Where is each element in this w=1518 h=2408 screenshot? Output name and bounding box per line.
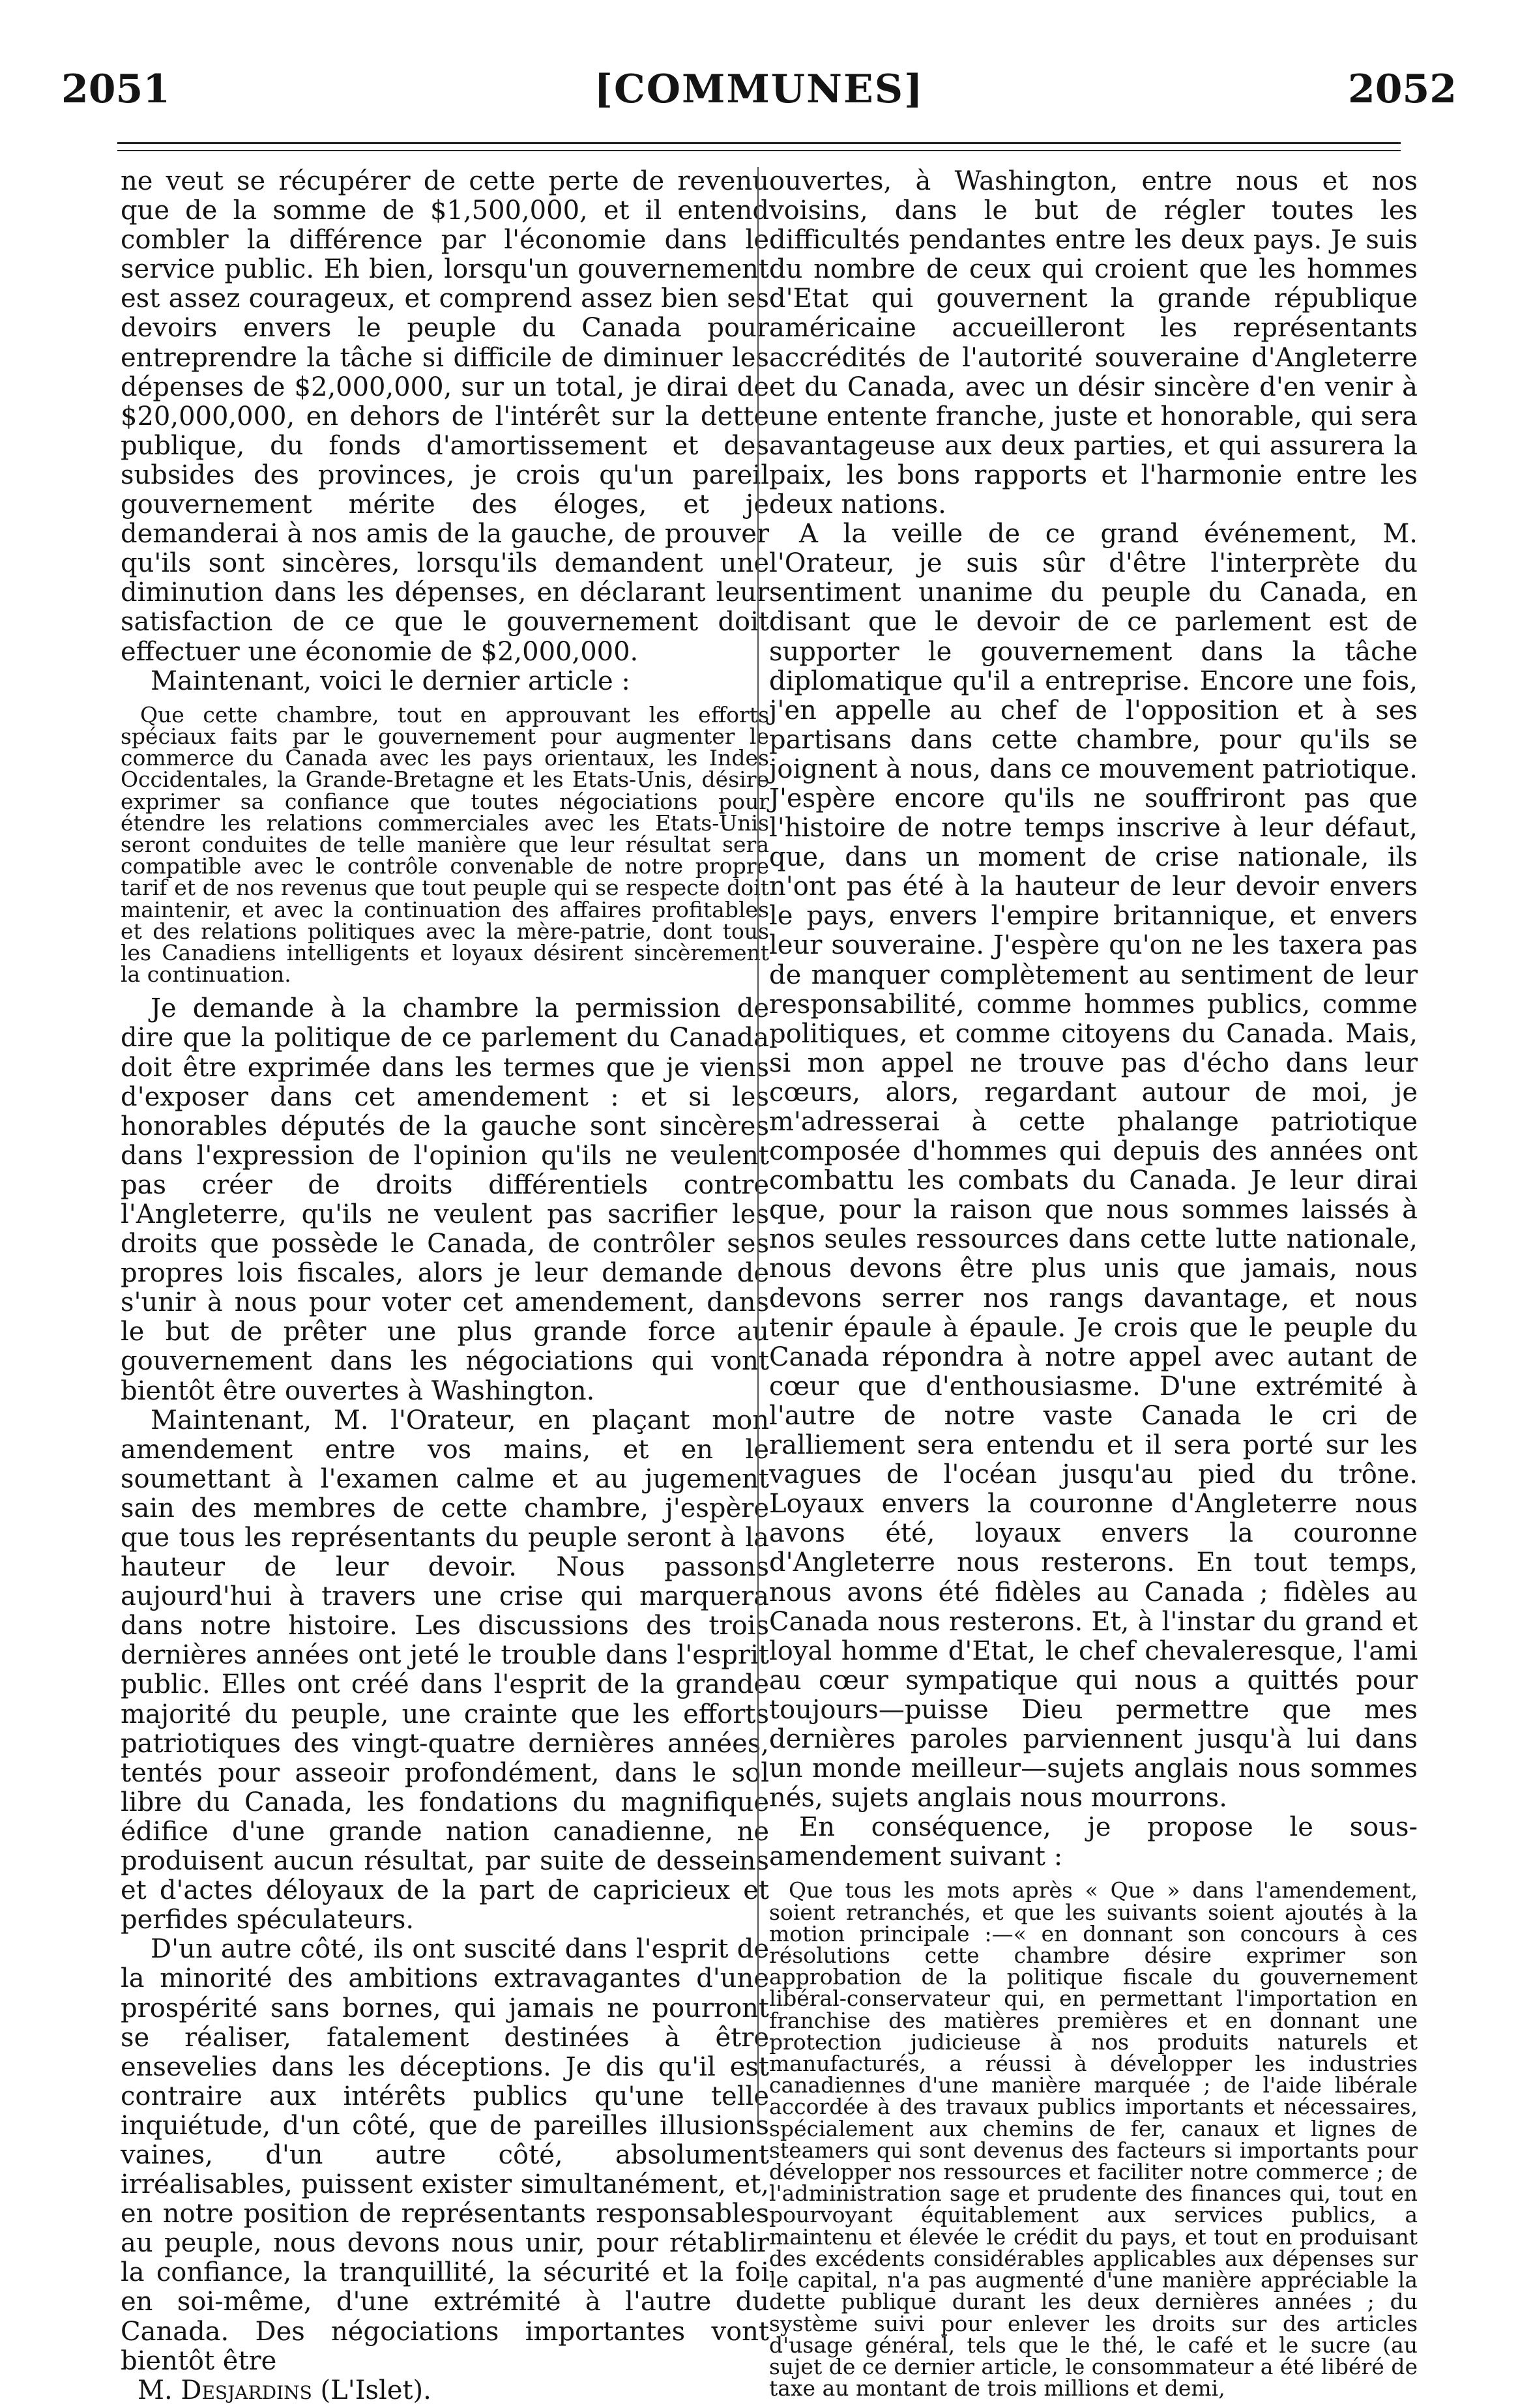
page-header — [61, 46, 1457, 117]
section-title: [COMMUNES] — [594, 66, 924, 112]
header-rule — [117, 142, 1401, 144]
sub-amendment-quote: Que tous les mots après « Que » dans l'amendement, soient retranchés, et que les suivants soient ajoutés à la motion principale :—« en donnant son concours à ces résolutions cette chambre désire exprimer son approbation de la politique fiscale du gouvernement libéral-conservateur qui, en permettant l'importation en franchise des matières premières et en donnant une protection judicieuse à nos produits naturels et manufacturés, a réussi à développer les industries canadiennes d'une manière marquée ; de l'aide libérale accordée à des travaux publics importants et nécessaires, spécialement aux chemins de fer, canaux et lignes de steamers qui sont devenus des facteurs si importants pour développer nos ressources et faciliter notre commerce ; de l'administration sage et prudente des finances qui, tout en pourvoyant équitablement aux services publics, a maintenu et élevée le crédit du pays, et tout en produisant des excédents considérables applicables aux dépenses sur le capital, n'a pas augmenté d'une manière appréciable la dette publique durant les deux dernières années ; du système suivi pour enlever les droits sur des articles d'usage général, tels que le thé, le café et le sucre (au sujet de ce dernier article, le consommateur a été libéré de taxe au montant de trois millions et demi, — [769, 1877, 1418, 2401]
speaker-name: Desjardins — [181, 2375, 312, 2405]
paragraph: A la veille de ce grand événement, M. l'Orateur, je suis sûr d'être l'interprète du sentiment unanime du peuple du Canada, en disant que le devoir de ce parlement est de supporter le gouvernement dans la tâche diplomatique qu'il a entreprise. Encore une fois, j'en appelle au chef de l'opposition et à ses partisans dans cette chambre, pour qu'ils se joignent à nous, dans ce mouvement patriotique. J'espère encore qu'ils ne souffriront pas que l'histoire de notre temps inscrive à leur défaut, que, dans un moment de crise nationale, ils n'ont pas été à la hauteur de leur devoir envers le pays, envers l'empire britannique, et envers leur souveraine. J'espère qu'on ne les taxera pas de manquer complètement au sentiment de leur responsabilité, comme hommes publics, comme politiques, et comme citoyens du Canada. Mais, si mon appel ne trouve pas d'écho dans leur cœurs, alors, regardant autour de moi, je m'adresserai à cette phalange patriotique composée d'hommes qui depuis des années ont combattu les combats du Canada. Je leur dirai que, pour la raison que nous sommes laissés à nos seules ressources dans cette lutte nationale, nous devons être plus unis que jamais, nous devons serrer nos rangs davantage, et nous tenir épaule à épaule. Je crois que le peuple du Canada répondra à notre appel avec autant de cœur que d'enthousiasme. D'une extrémité à l'autre de notre vaste Canada le cri de ralliement sera entendu et il sera porté sur les vagues de l'océan jusqu'au pied du trône. Loyaux envers la couronne d'Angleterre nous avons été, loyaux envers la couronne d'Angleterre nous resterons. En tout temps, nous avons été fidèles au Canada ; fidèles au Canada nous resterons. Et, à l'instar du grand et loyal homme d'Etat, le chef chevaleresque, l'ami au cœur sympatique qui nous a quittés pour toujours—puisse Dieu permettre que mes dernières paroles parviennent jusqu'à lui dans un monde meilleur—sujets anglais nous sommes nés, sujets anglais nous mourrons. — [769, 519, 1418, 1813]
paragraph: Maintenant, M. l'Orateur, en plaçant mon amendement entre vos mains, et en le soumettant à l'examen calme et au jugement sain des membres de cette chambre, j'espère que tous les représentants du peuple seront à la hauteur de leur devoir. Nous passons aujourd'hui à travers une crise qui marquera dans notre histoire. Les discussions des trois dernières années ont jeté le trouble dans l'esprit public. Elles ont créé dans l'esprit de la grande majorité du peuple, une crainte que les efforts patriotiques des vingt-quatre dernières années, tentés pour asseoir profondément, dans le sol libre du Canada, les fondations du magnifique édifice d'une grande nation canadienne, ne produisent aucun résultat, par suite de desseins et d'actes déloyaux de la part de capricieux et perfides spéculateurs. — [121, 1405, 769, 1935]
left-column — [121, 167, 769, 2405]
header-rule-secondary — [117, 150, 1401, 151]
page-number-right: 2052 — [1348, 66, 1457, 112]
column-divider — [757, 167, 759, 2122]
paragraph: En conséquence, je propose le sous-amendement suivant : — [769, 1812, 1418, 1872]
page-number-left: 2051 — [61, 66, 170, 112]
paragraph: Je demande à la chambre la permission de dire que la politique de ce parlement du Canada doit être exprimée dans les termes que je viens d'exposer dans cet amendement : et si les honorables députés de la gauche sont sincères dans l'expression de l'opinion qu'ils ne veulent pas créer de droits différentiels contre l'Angleterre, qu'ils ne veulent pas sacrifier les droits que possède le Canada, de contrôler ses propres lois fiscales, alors je leur demande de s'unir à nous pour voter cet amendement, dans le but de prêter une plus grande force au gouvernement dans les négociations qui vont bientôt être ouvertes à Washington. — [121, 993, 769, 1406]
motion-quote: Que cette chambre, tout en approuvant les efforts spéciaux faits par le gouvernement pour augmenter le commerce du Canada avec les pays orientaux, les Indes Occidentales, la Grande-Bretagne et les Etats-Unis, désire exprimer sa confiance que toutes négociations pour étendre les relations commerciales avec les Etats-Unis seront conduites de telle manière que leur résultat sera compatible avec le contrôle convenable de notre propre tarif et de nos revenus que tout peuple qui se respecte doit maintenir, et avec la continuation des affaires profitables et des relations politiques avec la mère-patrie, dont tous les Canadiens intelligents et loyaux désirent sincèrement la continuation. — [121, 701, 769, 988]
speaker-riding: (L'Islet). — [312, 2375, 431, 2405]
speaker-signature — [121, 2376, 769, 2405]
paragraph: D'un autre côté, ils ont suscité dans l'esprit de la minorité des ambitions extravagantes d'une prospérité sans bornes, qui jamais ne pourront se réaliser, fatalement destinées à être ensevelies dans les déceptions. Je dis qu'il est contraire aux intérêts publics qu'une telle inquiétude, d'un côté, que de pareilles illusions vaines, d'un autre côté, absolument irréalisables, puissent exister simultanément, et, en notre position de représentants responsables au peuple, nous devons nous unir, pour rétablir la confiance, la tranquillité, la sécurité et la foi en soi-même, d'une extrémité à l'autre du Canada. Des négociations importantes vont bientôt être — [121, 1934, 769, 2376]
paragraph: Maintenant, voici le dernier article : — [151, 666, 630, 696]
speaker-prefix: M. — [138, 2375, 181, 2405]
right-column — [769, 167, 1418, 2408]
paragraph: ne veut se récupérer de cette perte de revenu que de la somme de $1,500,000, et il entend combler la différence par l'économie dans le service public. Eh bien, lorsqu'un gouvernement est assez courageux, et comprend assez bien ses devoirs envers le peuple du Canada pour entreprendre la tâche si difficile de diminuer les dépenses de $2,000,000, sur un total, je dirai de $20,000,000, en dehors de l'intérêt sur la dette publique, du fonds d'amortissement et des subsides des provinces, je crois qu'un pareil gouvernement mérite des éloges, et je demanderai à nos amis de la gauche, de prouver qu'ils sont sincères, lorsqu'ils demandent une diminution dans les dépenses, en déclarant leur satisfaction de ce que le gouvernement doit effectuer une économie de $2,000,000. — [121, 166, 769, 667]
paragraph: ouvertes, à Washington, entre nous et nos voisins, dans le but de régler toutes les difficultés pendantes entre les deux pays. Je suis du nombre de ceux qui croient que les hommes d'Etat qui gouvernent la grande république américaine accueilleront les représentants accrédités de l'autorité souveraine d'Angleterre et du Canada, avec un désir sincère d'en venir à une entente franche, juste et honorable, qui sera avantageuse aux deux parties, et qui assurera la paix, les bons rapports et l'harmonie entre les deux nations. — [769, 166, 1418, 520]
